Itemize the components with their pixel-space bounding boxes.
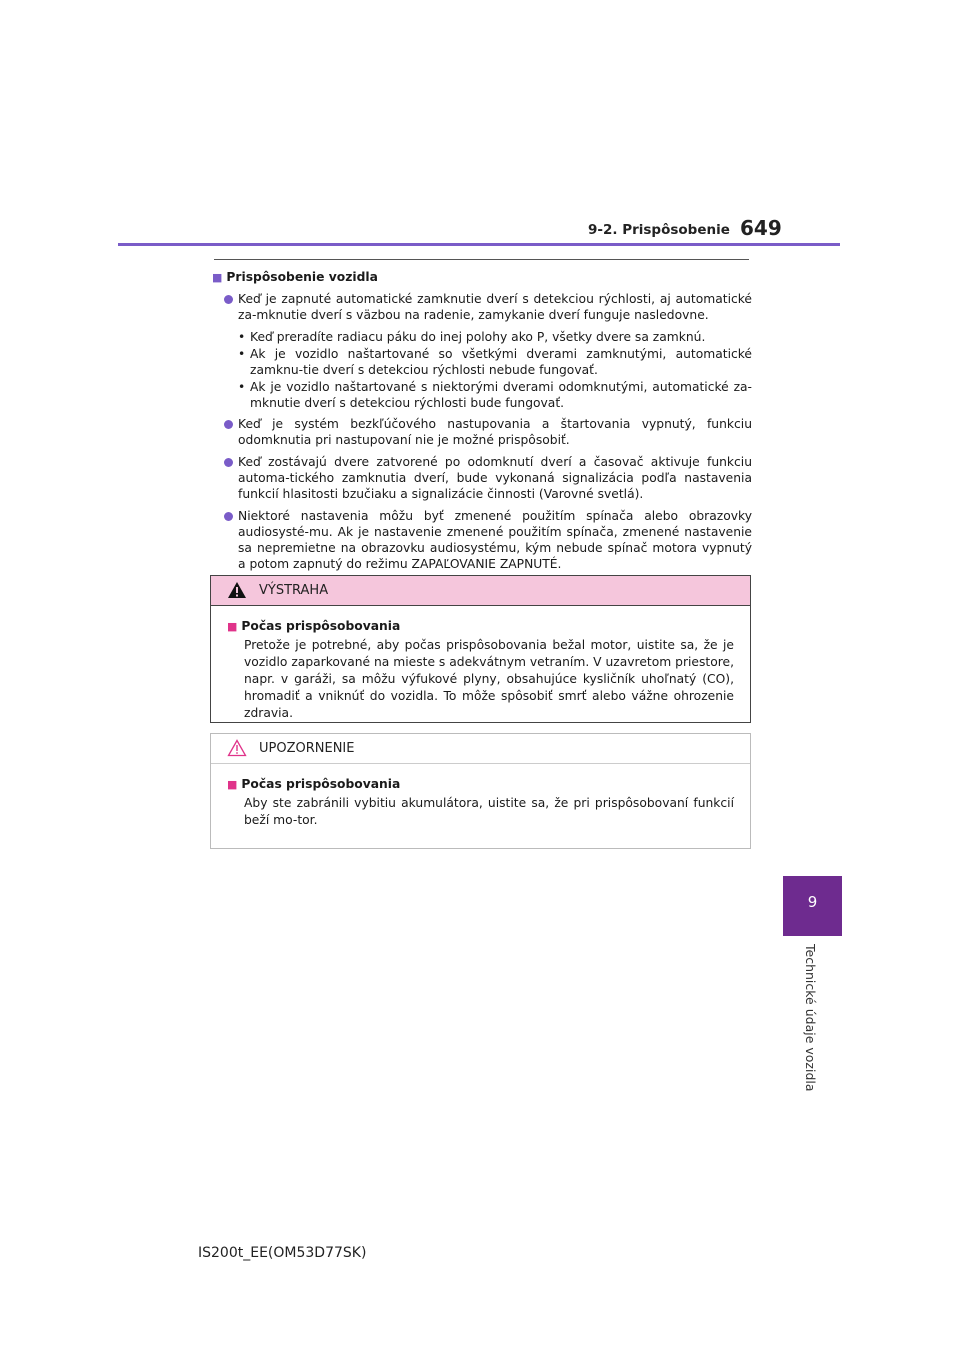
square-bullet-icon: ■ [227,620,238,633]
list-item: Niektoré nastavenia môžu byť zmenené použitím spínača alebo obrazovky audiosysté-mu. Ak je nastavenie zmenené použitím spínača, zmenené nastavenie sa nepremietne na obrazovku audiosystému, kým nebude spínač motora vypnutý a potom zapnutý do režimu ZAPAĽOVANIE ZAPNUTÉ. [212,508,752,572]
main-content [212,269,752,578]
section-title: 9-2. Prispôsobenie [588,222,730,238]
notice-box [210,733,751,849]
warning-subheading: ■ Počas prispôsobovania [227,619,401,633]
header-divider [118,243,840,246]
chapter-title: Technické údaje vozidla [803,944,818,1092]
dot-bullet-icon: • [238,330,246,344]
list-item: Keď zostávajú dvere zatvorené po odomknutí dverí a časovač aktivuje funkciu automa-tického zamknutia dverí, bude vykonaná signalizácia podľa nastavenia funkcií hlasitosti bzučiaku a signalizácie činnosti (Varovné svetlá). [212,454,752,502]
dot-bullet-icon: • [238,347,246,361]
circle-bullet-icon [224,458,233,467]
circle-bullet-icon [224,512,233,521]
notice-title: UPOZORNENIE [259,741,355,756]
warning-body [211,606,750,722]
square-bullet-icon: ■ [227,778,238,791]
section-heading: ■ Prispôsobenie vozidla [212,270,378,284]
warning-text: Pretože je potrebné, aby počas prispôsobovania bežal motor, uistite sa, že je vozidlo zaparkované na mieste s adekvátnym vetraním. V uzavretom priestore, napr. v garáži, sa môžu výfukové plyny, obsahujúce kysličník uhoľnatý (CO), hromadiť a vniknúť do vozidla. To môže spôsobiť smrť alebo vážne ohrozenie zdravia. [244,638,734,720]
sub-list-item: • Keď preradíte radiacu páku do inej polohy ako P, všetky dvere sa zamknú. [238,330,706,344]
warning-header [211,576,750,606]
warning-title: VÝSTRAHA [259,583,329,598]
notice-text: Aby ste zabránili vybitiu akumulátora, uistite sa, že pri prispôsobovaní funkcií beží mo-tor. [244,796,734,827]
notice-header [211,734,750,764]
content-divider [214,259,749,260]
document-code: IS200t_EE(OM53D77SK) [198,1245,367,1261]
page-number: 649 [740,216,782,240]
warning-triangle-icon [227,581,247,599]
caution-triangle-icon [227,739,247,757]
circle-bullet-icon [224,420,233,429]
warning-box [210,575,751,723]
sub-list-item: • Ak je vozidlo naštartované s niektorými dverami odomknutými, automatické za-mknutie dverí s detekciou rýchlosti bude fungovať. [238,380,752,410]
sub-list-item: • Ak je vozidlo naštartované so všetkými dverami zamknutými, automatické zamknu-tie dverí s detekciou rýchlosti nebude fungovať. [238,347,752,377]
dot-bullet-icon: • [238,380,246,394]
square-bullet-icon: ■ [212,271,223,284]
circle-bullet-icon [224,295,233,304]
notice-subheading: ■ Počas prispôsobovania [227,777,401,791]
notice-body [211,764,750,829]
list-item: Keď je systém bezkľúčového nastupovania a štartovania vypnutý, funkciu odomknutia pri nastupovaní nie je možné prispôsobiť. [212,416,752,448]
chapter-number: 9 [807,893,818,911]
list-item: Keď je zapnuté automatické zamknutie dverí s detekciou rýchlosti, aj automatické za-mknutie dverí s väzbou na radenie, zamykanie dverí funguje nasledovne. [212,291,752,323]
